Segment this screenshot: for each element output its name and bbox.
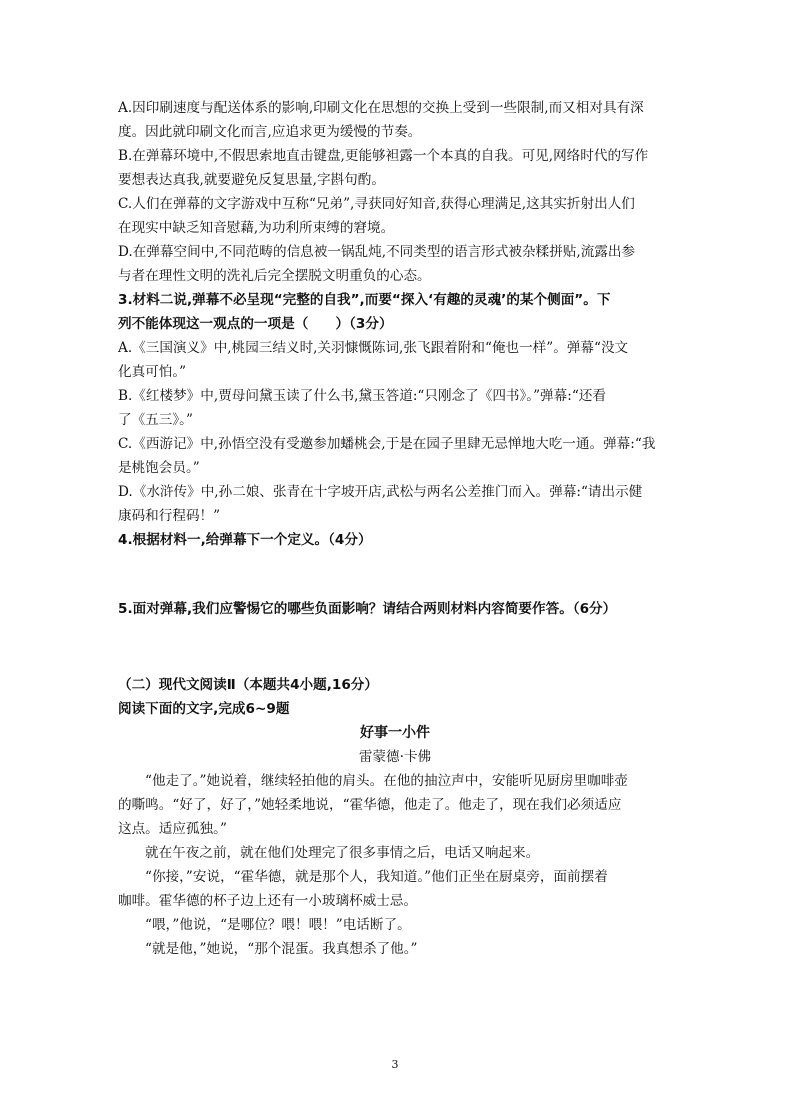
story-title: 好事一小件 [360,725,430,741]
question-4: 4.根据材料一,给弹幕下一个定义。（4分） [118,532,372,548]
story-paragraph-3 [118,865,672,913]
question-5: 5.面对弹幕,我们应警惕它的哪些负面影响？请结合两则材料内容简要作答。（6分） [118,601,617,617]
paragraph-2-line-1: 就在午夜之前，就在他们处理完了很多事情之后，电话又响起来。 [145,845,540,861]
page-content [118,96,672,961]
q3-option-b-line-1: B.《红楼梦》中,贾母问黛玉读了什么书,黛玉答道:“只刚念了《四书》。”弹幕:“还看 [118,388,606,404]
paragraph-1-line-2: 的嘶鸣。“好了，好了，”她轻柔地说，“霍华德，他走了。他走了，现在我们必须适应 [118,797,622,813]
q3-option-a-line-1: A.《三国演义》中,桃园三结义时,关羽慷慨陈词,张飞跟着附和“俺也一样”。弹幕“没文 [118,340,629,356]
paragraph-3-line-1: “你接，”安说，“霍华德，就是那个人，我知道。”他们正坐在厨桌旁，面前摆着 [145,869,608,885]
question-3-stem-line-1: 3.材料二说,弹幕不必呈现“完整的自我”,而要“探入‘有趣的灵魂’的某个侧面”。下 [118,292,611,308]
story-author: 雷蒙德·卡佛 [358,749,432,765]
option-c-line-2: 在现实中缺乏知音慰藉,为功利所束缚的窘境。 [118,220,395,236]
section-2-instruction: 阅读下面的文字,完成6~9题 [118,701,290,717]
paragraph-5-line-1: “就是他，”她说，“那个混蛋。我真想杀了他。” [145,941,418,957]
q3-option-b-line-2: 了《五三》。” [118,412,193,428]
story-paragraph-4 [118,913,672,937]
page-number: 3 [391,1058,399,1071]
option-b [118,144,672,192]
story-paragraph-5 [118,937,672,961]
q3-option-d-line-1: D.《水浒传》中,孙二娘、张青在十字坡开店,武松与两名公差推门而入。弹幕:“请出示健 [118,484,643,500]
answer-space-q4 [118,552,672,597]
paragraph-4-line-1: “喂，”他说，“是哪位？喂！喂！”电话断了。 [145,917,411,933]
section-2-heading: （二）现代文阅读Ⅱ（本题共4小题,16分） [118,677,378,693]
option-d-line-1: D.在弹幕空间中,不同范畴的信息被一锅乱炖,不同类型的语言形式被杂糅拼贴,流露出参 [118,244,636,260]
option-a-line-1: A.因印刷速度与配送体系的影响,印刷文化在思想的交换上受到一些限制,而又相对具有深 [118,100,644,116]
option-c [118,192,672,240]
q3-option-d-line-2: 康码和行程码！” [118,508,221,524]
q3-option-a-line-2: 化真可怕。” [118,364,187,380]
option-a [118,96,672,144]
option-c-line-1: C.人们在弹幕的文字游戏中互称“兄弟”,寻获同好知音,获得心理满足,这其实折射出人们 [118,196,635,212]
q3-option-c-line-1: C.《西游记》中,孙悟空没有受邀参加蟠桃会,于是在园子里肆无忌惮地大吃一通。弹幕:“我 [118,436,656,452]
option-d-line-2: 与者在理性文明的洗礼后完全摆脱文明重负的心态。 [118,268,431,284]
paragraph-1-line-1: “他走了。”她说着，继续轻拍他的肩头。在他的抽泣声中，安能听见厨房里咖啡壶 [145,773,628,789]
q3-option-c-line-2: 是桃饱会员。” [118,460,200,476]
story-paragraph-2 [118,841,672,865]
option-a-line-2: 度。因此就印刷文化而言,应追求更为缓慢的节奏。 [118,124,422,140]
question-3 [118,288,672,528]
question-3-stem-line-2: 列不能体现这一观点的一项是（ ）（3分） [118,316,393,332]
story-paragraph-1 [118,769,672,841]
option-b-line-2: 要想表达真我,就要避免反复思量,字斟句酌。 [118,172,385,188]
option-d [118,240,672,288]
answer-space-q5 [118,621,672,673]
paragraph-1-line-3: 这点。适应孤独。” [118,821,227,837]
paragraph-3-line-2: 咖啡。霍华德的杯子边上还有一小玻璃杯威士忌。 [118,893,418,909]
option-b-line-1: B.在弹幕环境中,不假思索地直击键盘,更能够袒露一个本真的自我。可见,网络时代的写作 [118,148,649,164]
